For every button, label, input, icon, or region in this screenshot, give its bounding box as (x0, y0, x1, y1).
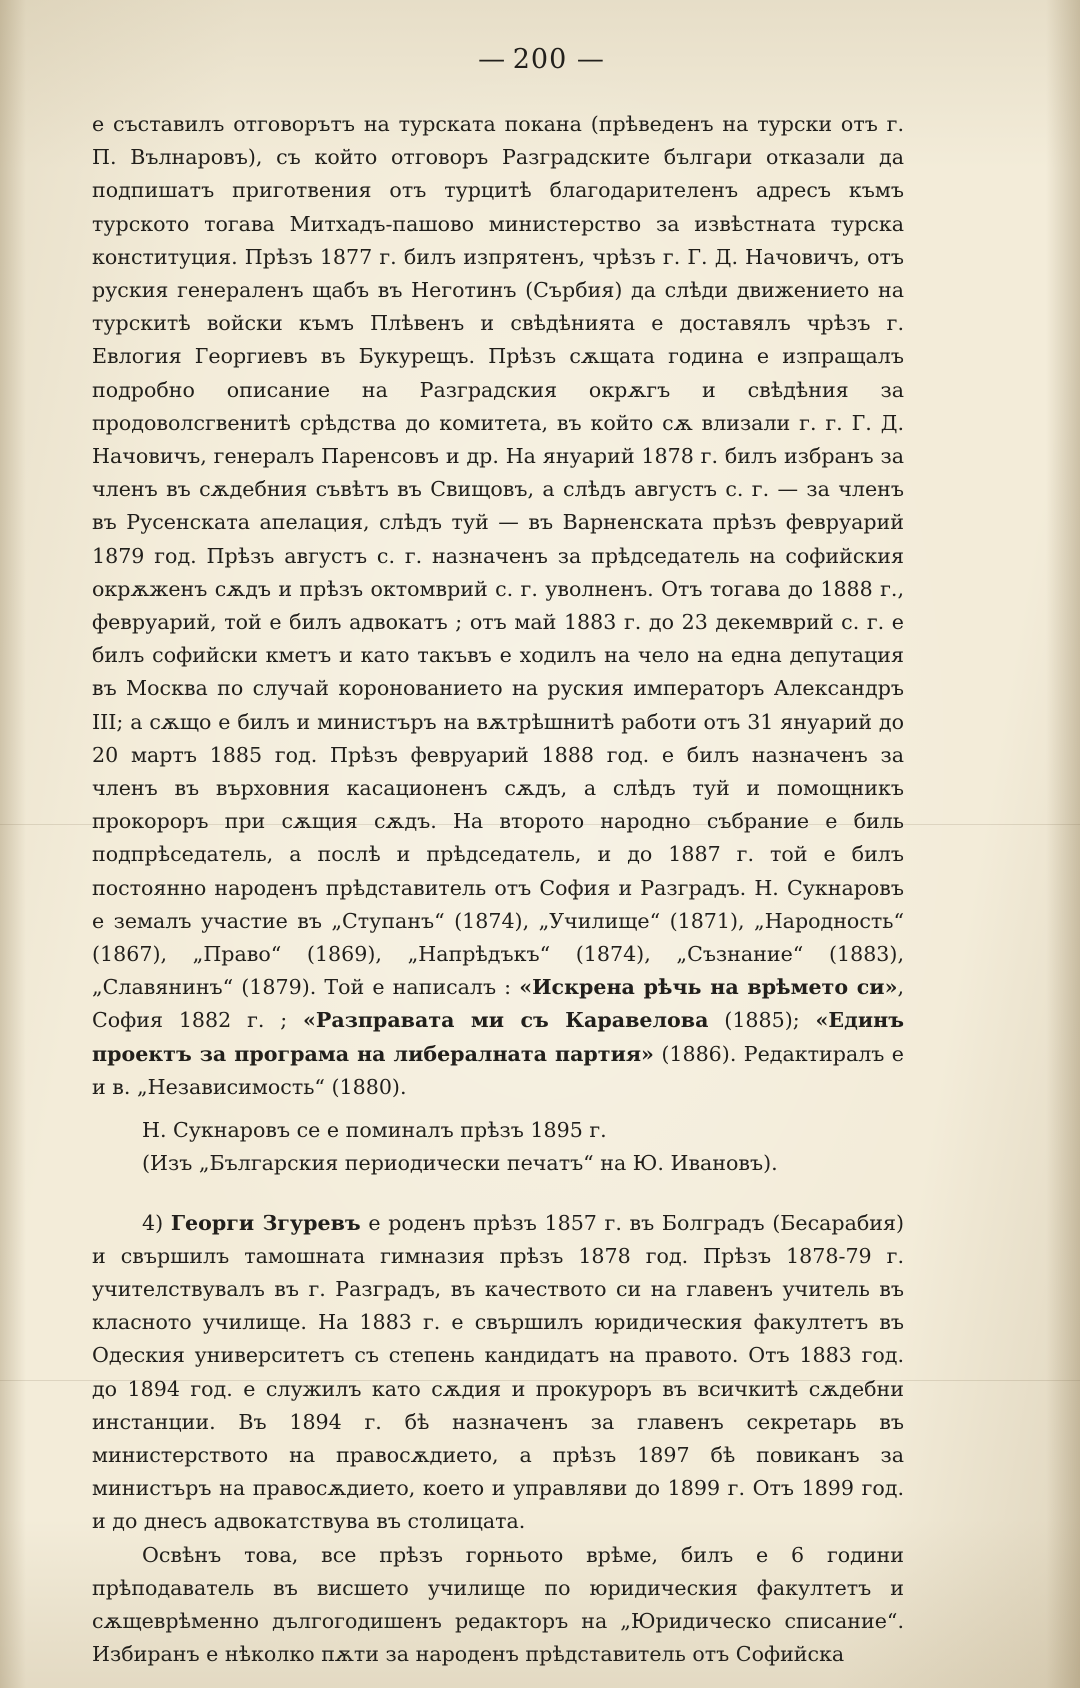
paragraph-source-note: (Изъ „Българския периодически печатъ“ на Ю. Ивановъ). (142, 1151, 778, 1176)
paragraph-1-text: е съставилъ отговорътъ на турската покана (прѣведенъ на турски отъ г. П. Вълнаровъ), съ който отговоръ Разградските българи отказали да подпишатъ приготвения отъ турцитѣ благодарителенъ адресъ къмъ турското тогава Митхадъ-пашово министерство за извѣстната турска конституция. Прѣзъ 1877 г. билъ изпрятенъ, чрѣзъ г. Г. Д. Начовичъ, отъ руския генераленъ щабъ въ Неготинъ (Сърбия) да слѣди движението на турскитѣ войски къмъ Плѣвенъ и свѣдѣнията е доставялъ чрѣзъ г. Евлогия Георгиевъ въ Букурещъ. Прѣзъ сѫщата година е изпращалъ подробно описание на Разградския окрѫгъ и свѣдѣния за продоволсгвенитѣ срѣдства до комитета, въ който сѫ влизали г. г. Г. Д. Начовичъ, генералъ Паренсовъ и др. На януарий 1878 г. билъ избранъ за членъ въ сѫдебния съвѣтъ въ Свищовъ, а слѣдъ августъ с. г. — за членъ въ Русенската апелация, слѣдъ туй — въ Варненската прѣзъ февруарий 1879 год. Прѣзъ августъ с. г. назначенъ за прѣдседатель на софийския окрѫженъ сѫдъ и прѣзъ октомврий с. г. уволненъ. Отъ тогава до 1888 г., февруарий, той е билъ адвокатъ ; отъ май 1883 г. до 23 декемврий с. г. е билъ софийски кметъ и като такъвъ е ходилъ на чело на една депутация въ Москва по случай коронованието на руския императоръ Александръ III; а сѫщо е билъ и министъръ на вѫтрѣшнитѣ работи отъ 31 януарий до 20 мартъ 1885 год. Прѣзъ февруарий 1888 год. е билъ назначенъ за членъ въ върховния касационенъ сѫдъ, а слѣдъ туй и помощникъ прокороръ при сѫщия сѫдъ. На второто народно събрание е биль подпрѣседатель, а послѣ и прѣдседатель, и до 1887 г. той е билъ постоянно народенъ прѣдставитель отъ София и Разградъ. Н. Сукнаровъ е земалъ участие въ „Ступанъ“ (1874), „Училище“ (1871), „Народность“ (1867), „Право“ (1869), „Напрѣдъкъ“ (1874), „Съзнание“ (1883), „Славянинъ“ (1879). Той е написалъ : (92, 112, 904, 1000)
paragraph-zgurev-biography (92, 1207, 904, 1539)
work-title-razpravata: «Разправата ми съ Каравелова (303, 1008, 709, 1033)
spacer-2 (92, 1181, 904, 1207)
page-number-suffix: — (576, 44, 602, 75)
page-edge-shadow-left (0, 0, 26, 1688)
person-name-georgi-zgurev: Георги Згуревъ (170, 1210, 361, 1235)
paragraph-1-end: (1886). Редактиралъ е и в. „Независимость“ (1880). (92, 1041, 904, 1099)
paragraph-1-mid-1: , София 1882 г. ; (92, 975, 905, 1033)
paragraph-1-mid-2: (1885); (708, 1008, 816, 1033)
spacer-1 (92, 1104, 904, 1114)
paragraph-sukanov-biography (92, 108, 904, 1104)
entry-number: 4) (142, 1210, 171, 1235)
page-body (92, 108, 904, 1671)
work-title-edin-proekt: «Единъ проектъ за програма на либералната партия» (92, 1008, 904, 1066)
page-edge-shadow-right (1046, 0, 1080, 1688)
page-number-value: 200 (512, 44, 568, 75)
paragraph-4-text: е роденъ прѣзъ 1857 г. въ Болградъ (Бесарабия) и свършилъ тамошната гимназия прѣзъ 1878 год. Прѣзъ 1878-79 г. учителствувалъ въ г. Разградъ, въ качеството си на главенъ учитель въ класното училище. На 1883 г. е свършилъ юридическия факултетъ въ Одеския университетъ съ степень кандидатъ на правото. Отъ 1883 год. до 1894 год. е служилъ като сѫдия и прокуроръ въ всичкитѣ сѫдебни инстанции. Въ 1894 г. бѣ назначенъ за главенъ секретарь въ министерството на правосѫдието, а прѣзъ 1897 бѣ повиканъ за министъръ на правосѫдието, което и управляви до 1899 г. Отъ 1899 год. и до днесъ адвокатствува въ столицата. (92, 1210, 904, 1534)
work-title-iskrena-rech: «Искрена рѣчь на врѣмето си» (519, 975, 898, 1000)
paragraph-zgurev-teaching: Освѣнъ това, все прѣзъ горньото врѣме, билъ е 6 години прѣподаватель въ висшето училище по юридическия факултетъ и сѫщеврѣменно дългогодишенъ редакторъ на „Юридическо списание“. Избиранъ е нѣколко пѫти за народенъ прѣдставитель отъ Софийска (92, 1542, 904, 1667)
paragraph-death-note: Н. Сукнаровъ се е поминалъ прѣзъ 1895 г. (142, 1118, 607, 1143)
page-number (0, 44, 1080, 75)
page-number-prefix: — (478, 44, 504, 75)
